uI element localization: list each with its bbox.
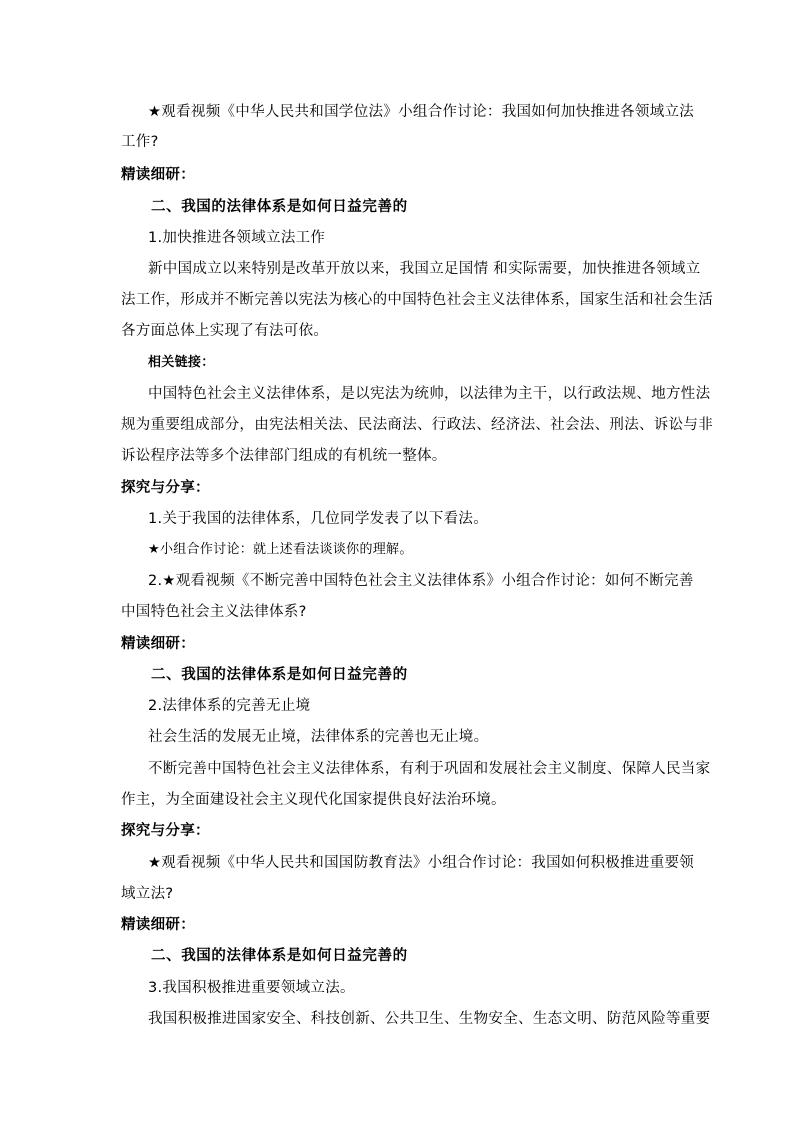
paragraph-4-line-2: 作主，为全面建设社会主义现代化国家提供良好法治环境。 [121, 792, 506, 808]
video-prompt-1: ★观看视频《中华人民共和国学位法》小组合作讨论：我国如何加快推进各领域立法 [148, 104, 695, 120]
paragraph-3: 社会生活的发展无止境，法律体系的完善也无止境。 [148, 729, 489, 745]
subheading-3: 3.我国积极推进重要领域立法。 [148, 980, 355, 996]
paragraph-4-line-1: 不断完善中国特色社会主义法律体系，有利于巩固和发展社会主义制度、保障人民当家 [148, 761, 711, 777]
section-heading-3: 二、我国的法律体系是如何日益完善的 [151, 948, 408, 964]
section-label-explore-2: 探究与分享： [121, 823, 210, 839]
paragraph-2-line-1: 中国特色社会主义法律体系，是以宪法为统帅，以法律为主干，以行政法规、地方性法 [148, 386, 711, 402]
section-label-explore: 探究与分享： [121, 480, 210, 496]
video-prompt-3: ★观看视频《中华人民共和国国防教育法》小组合作讨论：我国如何积极推进重要领 [148, 855, 695, 871]
subheading-2: 2.法律体系的完善无止境 [148, 698, 311, 714]
subheading-1: 1.加快推进各领域立法工作 [148, 230, 326, 246]
section-heading: 二、我国的法律体系是如何日益完善的 [151, 199, 408, 215]
related-links-label: 相关链接： [148, 355, 215, 370]
paragraph-1-line-3: 各方面总体上实现了有法可依。 [121, 323, 329, 339]
section-label-read: 精读细研： [121, 167, 195, 183]
video-prompt-3-cont: 域立法? [121, 886, 174, 902]
paragraph-2-line-3: 诉讼程序法等多个法律部门组成的有机统一整体。 [121, 448, 447, 464]
section-heading-2: 二、我国的法律体系是如何日益完善的 [151, 667, 408, 683]
group-discussion: ★小组合作讨论：就上述看法谈谈你的理解。 [148, 542, 413, 557]
video-prompt-1-cont: 工作? [121, 134, 159, 150]
paragraph-1-line-1: 新中国成立以来特别是改革开放以来，我国立足国情 和实际需要，加快推进各领域立 [148, 261, 701, 277]
paragraph-5-line-1: 我国积极推进国家安全、科技创新、公共卫生、生物安全、生态文明、防范风险等重要 [148, 1011, 711, 1027]
paragraph-2-line-2: 规为重要组成部分，由宪法相关法、民法商法、行政法、经济法、社会法、刑法、诉讼与非 [121, 417, 713, 433]
explore-item-1: 1.关于我国的法律体系，几位同学发表了以下看法。 [148, 511, 489, 527]
section-label-read-3: 精读细研： [121, 917, 195, 933]
explore-item-2-cont: 中国特色社会主义法律体系? [121, 604, 307, 620]
explore-item-2: 2.★观看视频《不断完善中国特色社会主义法律体系》小组合作讨论：如何不断完善 [148, 573, 694, 589]
section-label-read-2: 精读细研： [121, 636, 195, 652]
paragraph-1-line-2: 法工作，形成并不断完善以宪法为核心的中国特色社会主义法律体系，国家生活和社会生活 [121, 292, 713, 308]
